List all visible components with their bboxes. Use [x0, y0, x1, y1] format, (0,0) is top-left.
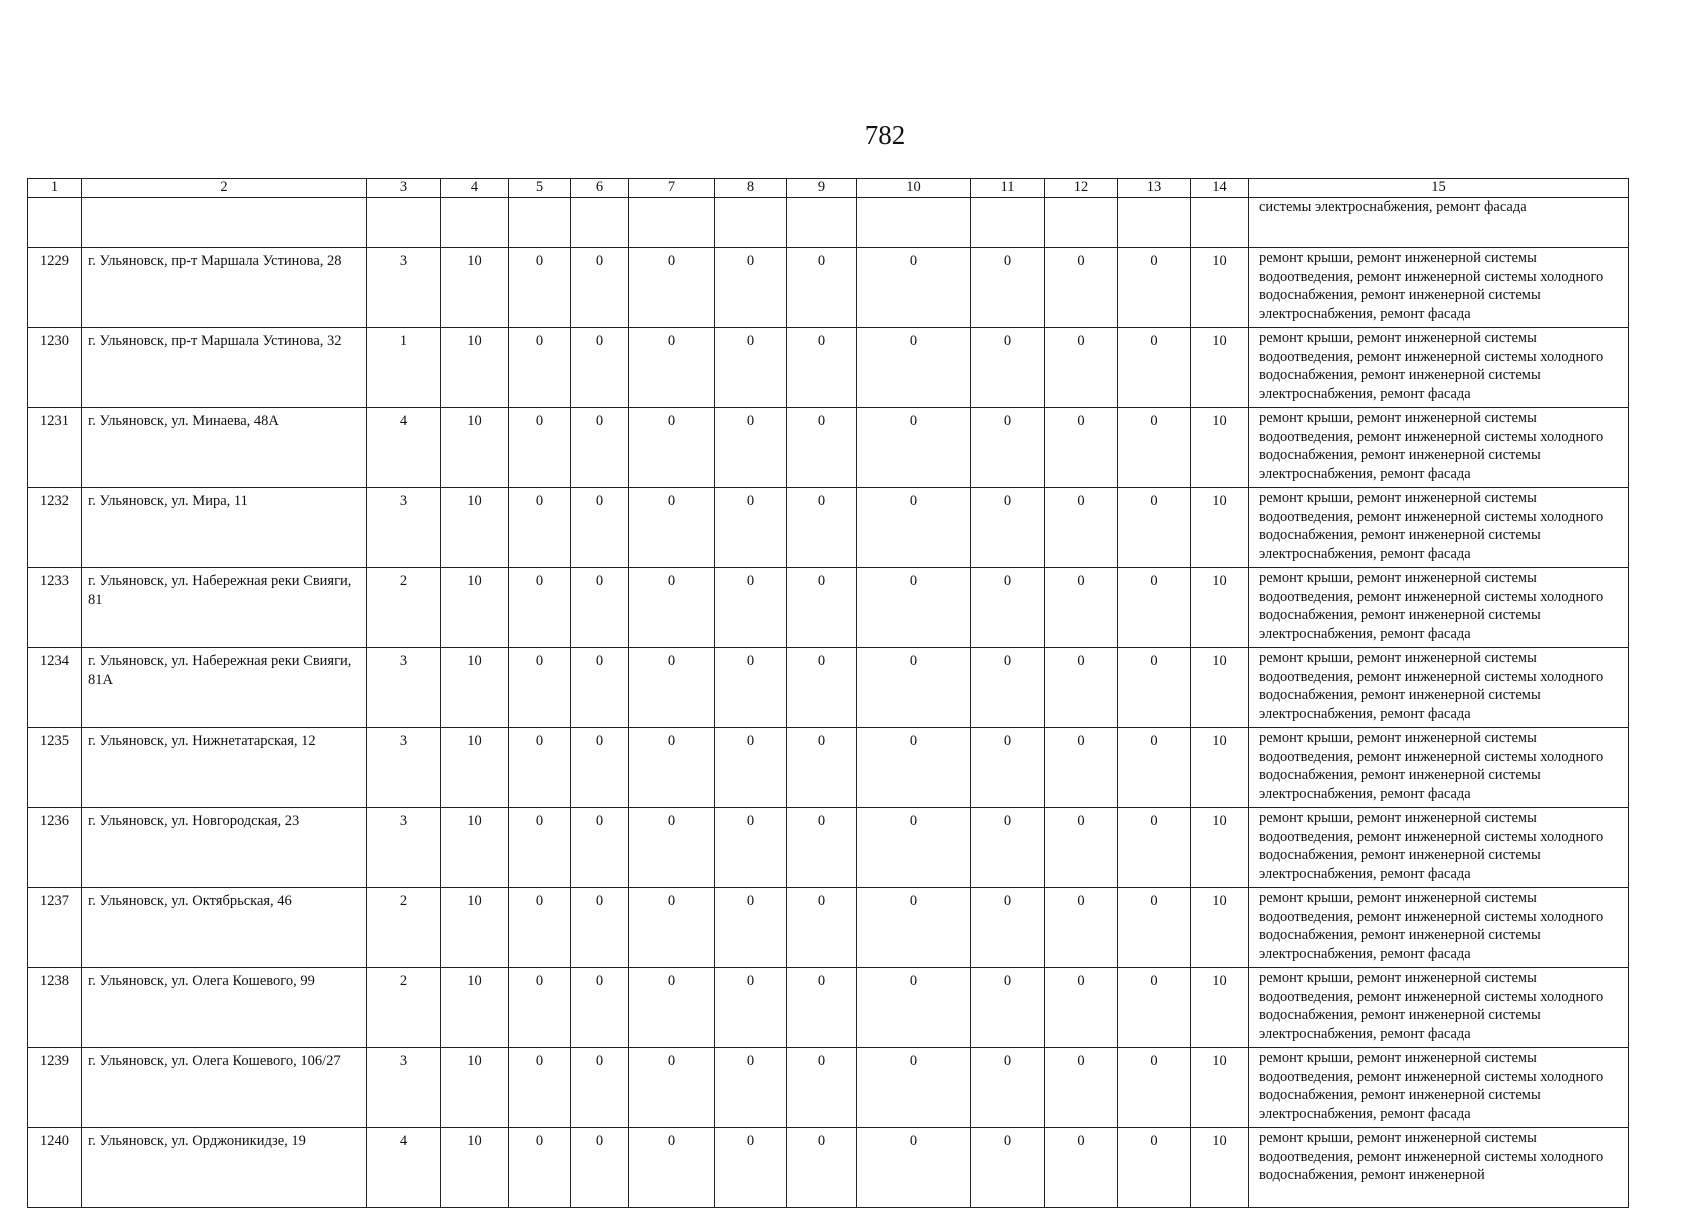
row-number-cell: 1233	[28, 568, 82, 648]
value-cell-c8: 0	[715, 728, 787, 808]
table-row	[28, 1128, 1629, 1208]
value-cell-c6: 0	[571, 808, 629, 888]
value-cell-c14: 10	[1191, 888, 1249, 968]
table-row	[28, 888, 1629, 968]
value-cell-c3: 3	[367, 248, 441, 328]
table-row	[28, 408, 1629, 488]
page-number: 782	[864, 120, 906, 150]
value-cell-c5: 0	[509, 488, 571, 568]
value-cell-c4: 10	[441, 968, 509, 1048]
value-cell-c8: 0	[715, 408, 787, 488]
column-header-4: 4	[441, 179, 509, 198]
address-cell: г. Ульяновск, ул. Олега Кошевого, 106/27	[82, 1048, 367, 1128]
value-cell-c13: 0	[1118, 328, 1191, 408]
continuation-row	[28, 198, 1629, 248]
value-cell-c10: 0	[857, 568, 971, 648]
repair-schedule-table	[27, 178, 1629, 1208]
value-cell-c10: 0	[857, 968, 971, 1048]
value-cell-c8: 0	[715, 648, 787, 728]
value-cell-c3: 3	[367, 488, 441, 568]
column-header-6: 6	[571, 179, 629, 198]
work-types-cell: ремонт крыши, ремонт инженерной системы водоотведения, ремонт инженерной системы холодного водоснабжения, ремонт инженерной системы электроснабжения, ремонт фасада	[1249, 1048, 1629, 1128]
value-cell-c5: 0	[509, 968, 571, 1048]
value-cell-c3: 2	[367, 968, 441, 1048]
value-cell-c12: 0	[1045, 1128, 1118, 1208]
table-row	[28, 328, 1629, 408]
value-cell-c14: 10	[1191, 1048, 1249, 1128]
value-cell-c3: 3	[367, 648, 441, 728]
value-cell-c12: 0	[1045, 968, 1118, 1048]
value-cell-c9: 0	[787, 808, 857, 888]
column-header-5: 5	[509, 179, 571, 198]
value-cell-c11: 0	[971, 968, 1045, 1048]
value-cell-c6: 0	[571, 488, 629, 568]
column-header-12: 12	[1045, 179, 1118, 198]
work-types-cell: ремонт крыши, ремонт инженерной системы водоотведения, ремонт инженерной системы холодного водоснабжения, ремонт инженерной системы электроснабжения, ремонт фасада	[1249, 808, 1629, 888]
row-number-cell: 1238	[28, 968, 82, 1048]
row-number-cell: 1240	[28, 1128, 82, 1208]
row-number-cell: 1239	[28, 1048, 82, 1128]
value-cell-c10: 0	[857, 1048, 971, 1128]
value-cell-c3: 1	[367, 328, 441, 408]
work-types-cell: ремонт крыши, ремонт инженерной системы водоотведения, ремонт инженерной системы холодного водоснабжения, ремонт инженерной системы электроснабжения, ремонт фасада	[1249, 888, 1629, 968]
value-cell-c9: 0	[787, 888, 857, 968]
column-header-14: 14	[1191, 179, 1249, 198]
work-types-cell: ремонт крыши, ремонт инженерной системы водоотведения, ремонт инженерной системы холодного водоснабжения, ремонт инженерной системы электроснабжения, ремонт фасада	[1249, 488, 1629, 568]
value-cell-c6: 0	[571, 328, 629, 408]
value-cell-c6: 0	[571, 248, 629, 328]
value-cell-c11: 0	[971, 808, 1045, 888]
continuation-cell	[441, 198, 509, 248]
value-cell-c13: 0	[1118, 1128, 1191, 1208]
value-cell-c6: 0	[571, 648, 629, 728]
value-cell-c11: 0	[971, 488, 1045, 568]
value-cell-c4: 10	[441, 328, 509, 408]
value-cell-c14: 10	[1191, 248, 1249, 328]
value-cell-c12: 0	[1045, 248, 1118, 328]
value-cell-c8: 0	[715, 488, 787, 568]
address-cell: г. Ульяновск, ул. Новгородская, 23	[82, 808, 367, 888]
address-cell: г. Ульяновск, пр-т Маршала Устинова, 28	[82, 248, 367, 328]
address-cell: г. Ульяновск, ул. Олега Кошевого, 99	[82, 968, 367, 1048]
value-cell-c11: 0	[971, 568, 1045, 648]
value-cell-c6: 0	[571, 408, 629, 488]
address-cell: г. Ульяновск, ул. Набережная реки Свияги, 81А	[82, 648, 367, 728]
value-cell-c4: 10	[441, 488, 509, 568]
table-row	[28, 1048, 1629, 1128]
value-cell-c13: 0	[1118, 248, 1191, 328]
row-number-cell: 1229	[28, 248, 82, 328]
value-cell-c9: 0	[787, 968, 857, 1048]
value-cell-c5: 0	[509, 728, 571, 808]
value-cell-c10: 0	[857, 488, 971, 568]
value-cell-c11: 0	[971, 1128, 1045, 1208]
value-cell-c13: 0	[1118, 1048, 1191, 1128]
value-cell-c4: 10	[441, 1128, 509, 1208]
value-cell-c6: 0	[571, 568, 629, 648]
column-header-11: 11	[971, 179, 1045, 198]
value-cell-c6: 0	[571, 728, 629, 808]
value-cell-c13: 0	[1118, 648, 1191, 728]
value-cell-c9: 0	[787, 568, 857, 648]
row-number-cell: 1230	[28, 328, 82, 408]
value-cell-c7: 0	[629, 568, 715, 648]
address-cell: г. Ульяновск, ул. Мира, 11	[82, 488, 367, 568]
value-cell-c4: 10	[441, 568, 509, 648]
continuation-cell	[509, 198, 571, 248]
address-cell: г. Ульяновск, ул. Набережная реки Свияги, 81	[82, 568, 367, 648]
value-cell-c7: 0	[629, 1048, 715, 1128]
value-cell-c5: 0	[509, 568, 571, 648]
continuation-cell	[857, 198, 971, 248]
value-cell-c10: 0	[857, 648, 971, 728]
column-header-9: 9	[787, 179, 857, 198]
value-cell-c9: 0	[787, 1048, 857, 1128]
value-cell-c12: 0	[1045, 648, 1118, 728]
table-row	[28, 648, 1629, 728]
value-cell-c5: 0	[509, 408, 571, 488]
address-cell: г. Ульяновск, ул. Минаева, 48А	[82, 408, 367, 488]
table-row	[28, 968, 1629, 1048]
continuation-cell	[715, 198, 787, 248]
value-cell-c10: 0	[857, 888, 971, 968]
value-cell-c14: 10	[1191, 728, 1249, 808]
address-cell: г. Ульяновск, ул. Октябрьская, 46	[82, 888, 367, 968]
table-row	[28, 248, 1629, 328]
value-cell-c14: 10	[1191, 1128, 1249, 1208]
value-cell-c6: 0	[571, 968, 629, 1048]
value-cell-c12: 0	[1045, 808, 1118, 888]
value-cell-c14: 10	[1191, 488, 1249, 568]
value-cell-c12: 0	[1045, 328, 1118, 408]
value-cell-c4: 10	[441, 728, 509, 808]
value-cell-c5: 0	[509, 888, 571, 968]
value-cell-c4: 10	[441, 1048, 509, 1128]
value-cell-c4: 10	[441, 808, 509, 888]
value-cell-c11: 0	[971, 648, 1045, 728]
value-cell-c9: 0	[787, 328, 857, 408]
value-cell-c7: 0	[629, 248, 715, 328]
continuation-cell	[1118, 198, 1191, 248]
column-header-3: 3	[367, 179, 441, 198]
address-cell: г. Ульяновск, пр-т Маршала Устинова, 32	[82, 328, 367, 408]
column-header-2: 2	[82, 179, 367, 198]
value-cell-c11: 0	[971, 328, 1045, 408]
table-row	[28, 808, 1629, 888]
column-header-8: 8	[715, 179, 787, 198]
value-cell-c4: 10	[441, 248, 509, 328]
value-cell-c9: 0	[787, 248, 857, 328]
value-cell-c12: 0	[1045, 408, 1118, 488]
value-cell-c13: 0	[1118, 888, 1191, 968]
value-cell-c9: 0	[787, 648, 857, 728]
value-cell-c12: 0	[1045, 568, 1118, 648]
value-cell-c11: 0	[971, 888, 1045, 968]
value-cell-c12: 0	[1045, 488, 1118, 568]
value-cell-c3: 3	[367, 728, 441, 808]
value-cell-c12: 0	[1045, 728, 1118, 808]
table-row	[28, 728, 1629, 808]
value-cell-c5: 0	[509, 1048, 571, 1128]
value-cell-c3: 4	[367, 1128, 441, 1208]
value-cell-c12: 0	[1045, 1048, 1118, 1128]
value-cell-c9: 0	[787, 1128, 857, 1208]
value-cell-c13: 0	[1118, 488, 1191, 568]
work-types-cell: ремонт крыши, ремонт инженерной системы водоотведения, ремонт инженерной системы холодного водоснабжения, ремонт инженерной системы электроснабжения, ремонт фасада	[1249, 648, 1629, 728]
value-cell-c5: 0	[509, 808, 571, 888]
column-header-7: 7	[629, 179, 715, 198]
continuation-cell	[367, 198, 441, 248]
value-cell-c13: 0	[1118, 968, 1191, 1048]
value-cell-c10: 0	[857, 1128, 971, 1208]
value-cell-c8: 0	[715, 968, 787, 1048]
column-header-10: 10	[857, 179, 971, 198]
value-cell-c3: 3	[367, 1048, 441, 1128]
column-header-1: 1	[28, 179, 82, 198]
continuation-cell	[571, 198, 629, 248]
row-number-cell: 1231	[28, 408, 82, 488]
work-types-cell: ремонт крыши, ремонт инженерной системы водоотведения, ремонт инженерной системы холодного водоснабжения, ремонт инженерной	[1249, 1128, 1629, 1208]
column-number-header-row	[28, 179, 1629, 198]
value-cell-c13: 0	[1118, 408, 1191, 488]
value-cell-c8: 0	[715, 248, 787, 328]
value-cell-c11: 0	[971, 1048, 1045, 1128]
value-cell-c5: 0	[509, 248, 571, 328]
value-cell-c8: 0	[715, 328, 787, 408]
value-cell-c7: 0	[629, 1128, 715, 1208]
value-cell-c9: 0	[787, 488, 857, 568]
value-cell-c7: 0	[629, 968, 715, 1048]
value-cell-c12: 0	[1045, 888, 1118, 968]
value-cell-c7: 0	[629, 888, 715, 968]
address-cell: г. Ульяновск, ул. Нижнетатарская, 12	[82, 728, 367, 808]
value-cell-c11: 0	[971, 248, 1045, 328]
continuation-cell	[1191, 198, 1249, 248]
value-cell-c14: 10	[1191, 968, 1249, 1048]
value-cell-c6: 0	[571, 888, 629, 968]
continuation-cell	[28, 198, 82, 248]
value-cell-c11: 0	[971, 408, 1045, 488]
work-types-cell: ремонт крыши, ремонт инженерной системы водоотведения, ремонт инженерной системы холодного водоснабжения, ремонт инженерной системы электроснабжения, ремонт фасада	[1249, 568, 1629, 648]
work-types-cell: системы электроснабжения, ремонт фасада	[1249, 198, 1629, 248]
value-cell-c11: 0	[971, 728, 1045, 808]
value-cell-c10: 0	[857, 248, 971, 328]
value-cell-c6: 0	[571, 1048, 629, 1128]
value-cell-c7: 0	[629, 328, 715, 408]
value-cell-c8: 0	[715, 808, 787, 888]
table-body	[28, 198, 1629, 1208]
value-cell-c13: 0	[1118, 808, 1191, 888]
value-cell-c3: 2	[367, 568, 441, 648]
value-cell-c10: 0	[857, 408, 971, 488]
row-number-cell: 1234	[28, 648, 82, 728]
address-cell: г. Ульяновск, ул. Орджоникидзе, 19	[82, 1128, 367, 1208]
value-cell-c14: 10	[1191, 568, 1249, 648]
value-cell-c5: 0	[509, 648, 571, 728]
value-cell-c8: 0	[715, 1048, 787, 1128]
value-cell-c3: 4	[367, 408, 441, 488]
work-types-cell: ремонт крыши, ремонт инженерной системы водоотведения, ремонт инженерной системы холодного водоснабжения, ремонт инженерной системы электроснабжения, ремонт фасада	[1249, 968, 1629, 1048]
table-row	[28, 568, 1629, 648]
value-cell-c10: 0	[857, 808, 971, 888]
value-cell-c10: 0	[857, 728, 971, 808]
continuation-cell	[971, 198, 1045, 248]
value-cell-c6: 0	[571, 1128, 629, 1208]
value-cell-c14: 10	[1191, 328, 1249, 408]
value-cell-c10: 0	[857, 328, 971, 408]
value-cell-c4: 10	[441, 888, 509, 968]
continuation-cell	[1045, 198, 1118, 248]
value-cell-c13: 0	[1118, 728, 1191, 808]
repair-schedule-table-container	[27, 178, 1629, 1208]
column-header-15: 15	[1249, 179, 1629, 198]
value-cell-c9: 0	[787, 728, 857, 808]
value-cell-c7: 0	[629, 488, 715, 568]
continuation-cell	[629, 198, 715, 248]
work-types-cell: ремонт крыши, ремонт инженерной системы водоотведения, ремонт инженерной системы холодного водоснабжения, ремонт инженерной системы электроснабжения, ремонт фасада	[1249, 328, 1629, 408]
continuation-cell	[82, 198, 367, 248]
row-number-cell: 1232	[28, 488, 82, 568]
work-types-cell: ремонт крыши, ремонт инженерной системы водоотведения, ремонт инженерной системы холодного водоснабжения, ремонт инженерной системы электроснабжения, ремонт фасада	[1249, 408, 1629, 488]
value-cell-c5: 0	[509, 328, 571, 408]
value-cell-c4: 10	[441, 648, 509, 728]
work-types-cell: ремонт крыши, ремонт инженерной системы водоотведения, ремонт инженерной системы холодного водоснабжения, ремонт инженерной системы электроснабжения, ремонт фасада	[1249, 248, 1629, 328]
value-cell-c14: 10	[1191, 408, 1249, 488]
value-cell-c14: 10	[1191, 808, 1249, 888]
row-number-cell: 1237	[28, 888, 82, 968]
value-cell-c13: 0	[1118, 568, 1191, 648]
work-types-cell: ремонт крыши, ремонт инженерной системы водоотведения, ремонт инженерной системы холодного водоснабжения, ремонт инженерной системы электроснабжения, ремонт фасада	[1249, 728, 1629, 808]
value-cell-c5: 0	[509, 1128, 571, 1208]
value-cell-c8: 0	[715, 568, 787, 648]
value-cell-c8: 0	[715, 1128, 787, 1208]
value-cell-c7: 0	[629, 648, 715, 728]
value-cell-c7: 0	[629, 728, 715, 808]
value-cell-c9: 0	[787, 408, 857, 488]
value-cell-c4: 10	[441, 408, 509, 488]
value-cell-c3: 2	[367, 888, 441, 968]
value-cell-c3: 3	[367, 808, 441, 888]
value-cell-c8: 0	[715, 888, 787, 968]
continuation-cell	[787, 198, 857, 248]
column-header-13: 13	[1118, 179, 1191, 198]
value-cell-c7: 0	[629, 808, 715, 888]
value-cell-c14: 10	[1191, 648, 1249, 728]
row-number-cell: 1235	[28, 728, 82, 808]
table-row	[28, 488, 1629, 568]
row-number-cell: 1236	[28, 808, 82, 888]
value-cell-c7: 0	[629, 408, 715, 488]
